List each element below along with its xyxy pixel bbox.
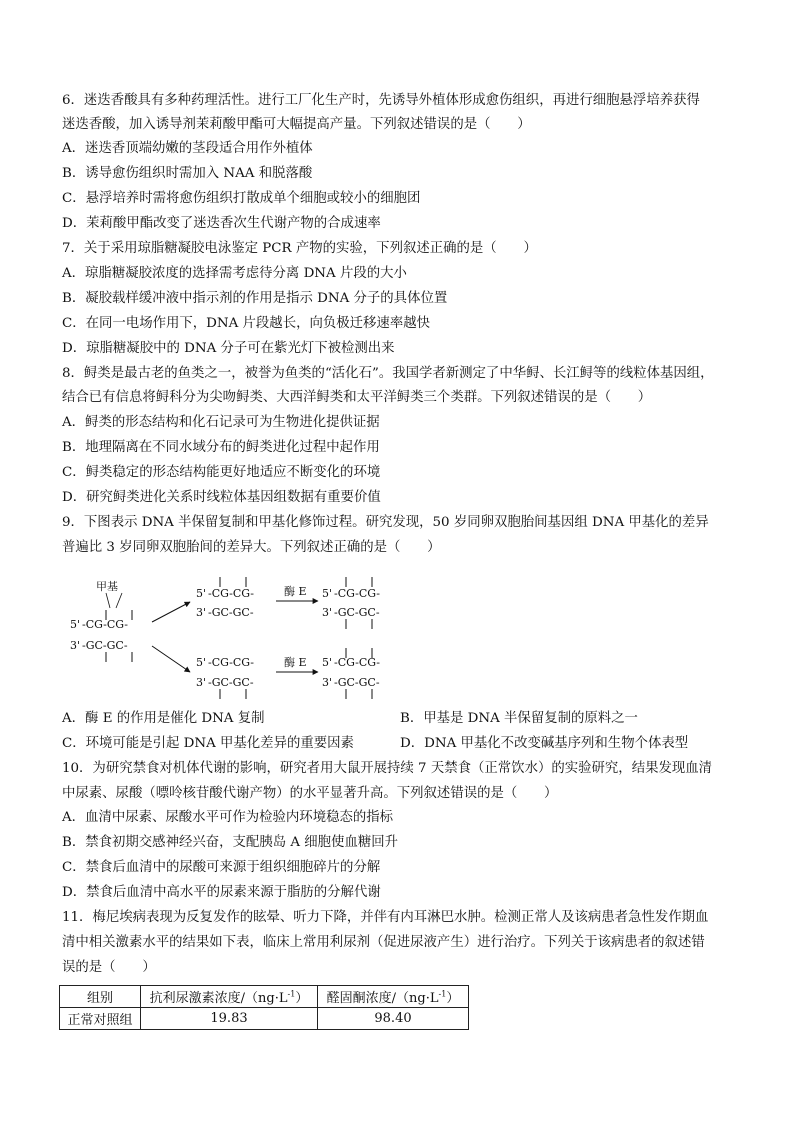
gc-strand-left: -GC-GC-: [82, 639, 128, 652]
strand-5prime-label: 5': [322, 656, 333, 669]
q7-option-c: C．在同一电场作用下，DNA 片段越长，向负极迁移速率越快: [62, 316, 430, 331]
cg-strand-bottom: -CG-CG-: [208, 656, 254, 669]
q8-option-b: B．地理隔离在不同水域分布的鲟类进化过程中起作用: [62, 440, 380, 455]
q9-option-b: B．甲基是 DNA 半保留复制的原料之一: [400, 711, 638, 726]
table-header-row: [60, 986, 469, 1008]
q8-stem-line2: 结合已有信息将鲟科分为尖吻鲟类、大西洋鲟类和太平洋鲟类三个类群。下列叙述错误的是（ ）: [62, 390, 652, 405]
table-cell: 98.40: [318, 1008, 469, 1030]
enzyme-e-label: 酶 E: [284, 585, 307, 598]
q6-stem-line2: 迷迭香酸，加入诱导剂茉莉酸甲酯可大幅提高产量。下列叙述错误的是（ ）: [62, 117, 531, 132]
strand-3prime-label: 3': [196, 676, 207, 689]
table-header-close: ）: [295, 991, 309, 1006]
gc-strand-top-product: -GC-GC-: [334, 606, 380, 619]
table-header-close: ）: [446, 991, 460, 1006]
methyl-pointer-line: [106, 593, 110, 608]
enzyme-e-label: 酶 E: [284, 656, 307, 669]
q6-option-d: D．茉莉酸甲酯改变了迷迭香次生代谢产物的合成速率: [62, 216, 381, 231]
methyl-label: 甲基: [96, 580, 118, 593]
gc-strand-top: -GC-GC-: [208, 606, 254, 619]
gc-strand-bottom-product: -GC-GC-: [334, 676, 380, 689]
q8-option-a: A．鲟类的形态结构和化石记录可为生物进化提供证据: [62, 415, 380, 430]
q9-option-a: A．酶 E 的作用是催化 DNA 复制: [62, 711, 265, 726]
q9-option-d: D．DNA 甲基化不改变碱基序列和生物个体表型: [400, 736, 689, 751]
q10-stem-line1: 10．为研究禁食对机体代谢的影响，研究者用大鼠开展持续 7 天禁食（正常饮水）的实验研究，结果发现血清: [62, 761, 713, 776]
strand-5prime-label: 5': [70, 618, 81, 631]
q10-option-d: D．禁食后血清中高水平的尿素来源于脂肪的分解代谢: [62, 885, 381, 900]
cg-strand-top: -CG-CG-: [208, 587, 254, 600]
q11-stem-line3: 误的是（ ）: [62, 960, 156, 975]
dna-methylation-diagram: [70, 568, 410, 700]
table-row: [60, 1008, 469, 1030]
q8-stem-line1: 8．鲟类是最古老的鱼类之一，被誉为鱼类的“活化石”。我国学者新测定了中华鲟、长江鲟等的线粒体基因组，: [62, 366, 714, 381]
table-header-cell: [141, 986, 318, 1008]
cg-strand-bottom-product: -CG-CG-: [334, 656, 380, 669]
table-cell: 正常对照组: [60, 1008, 141, 1030]
q8-option-d: D．研究鲟类进化关系时线粒体基因组数据有重要价值: [62, 490, 381, 505]
q10-option-a: A．血清中尿素、尿酸水平可作为检验内环境稳态的指标: [62, 810, 394, 825]
q7-option-a: A．琼脂糖凝胶浓度的选择需考虑待分离 DNA 片段的大小: [62, 266, 407, 281]
methyl-pointer-line: [116, 593, 122, 608]
strand-5prime-label: 5': [322, 587, 333, 600]
q11-stem-line2: 清中相关激素水平的结果如下表，临床上常用利尿剂（促进尿液产生）进行治疗。下列关于该病患者的叙述错: [62, 935, 705, 950]
q6-option-c: C．悬浮培养时需将愈伤组织打散成单个细胞或较小的细胞团: [62, 191, 421, 206]
q6-option-a: A．迷迭香顶端幼嫩的茎段适合用作外植体: [62, 141, 313, 156]
q7-option-d: D．琼脂糖凝胶中的 DNA 分子可在紫光灯下被检测出来: [62, 341, 395, 356]
strand-3prime-label: 3': [322, 606, 333, 619]
strand-5prime-label: 5': [196, 656, 207, 669]
cg-strand-top-product: -CG-CG-: [334, 587, 380, 600]
q10-stem-line2: 中尿素、尿酸（嘌呤核苷酸代谢产物）的水平显著升高。下列叙述错误的是（ ）: [62, 786, 558, 801]
hormone-level-table: [59, 985, 469, 1030]
table-header-cell: 组别: [60, 986, 141, 1008]
gc-strand-bottom: -GC-GC-: [208, 676, 254, 689]
strand-5prime-label: 5': [196, 587, 207, 600]
table-header-text: 醛固酮浓度/（ng·L: [326, 991, 439, 1006]
q7-stem-line1: 7．关于采用琼脂糖凝胶电泳鉴定 PCR 产物的实验，下列叙述正确的是（ ）: [62, 241, 537, 256]
strand-3prime-label: 3': [196, 606, 207, 619]
strand-3prime-label: 3': [322, 676, 333, 689]
cg-strand-left: -CG-CG-: [82, 618, 128, 631]
q10-option-b: B．禁食初期交感神经兴奋，支配胰岛 A 细胞使血糖回升: [62, 835, 399, 850]
q7-option-b: B．凝胶载样缓冲液中指示剂的作用是指示 DNA 分子的具体位置: [62, 291, 448, 306]
q10-option-c: C．禁食后血清中的尿酸可来源于组织细胞碎片的分解: [62, 860, 381, 875]
q9-stem-line2: 普遍比 3 岁同卵双胞胎间的差异大。下列叙述正确的是（ ）: [62, 540, 441, 555]
q9-option-c: C．环境可能是引起 DNA 甲基化差异的重要因素: [62, 736, 354, 751]
table-cell: 19.83: [141, 1008, 318, 1030]
table-header-text: 抗利尿激素浓度/（ng·L: [149, 991, 288, 1006]
q6-option-b: B．诱导愈伤组织时需加入 NAA 和脱落酸: [62, 166, 313, 181]
q9-stem-line1: 9．下图表示 DNA 半保留复制和甲基化修饰过程。研究发现，50 岁同卵双胞胎间基因组 DNA 甲基化的差异: [62, 515, 709, 530]
q8-option-c: C．鲟类稳定的形态结构能更好地适应不断变化的环境: [62, 465, 381, 480]
replication-arrow-down: [152, 646, 190, 672]
strand-3prime-label: 3': [70, 639, 81, 652]
table-header-cell: [318, 986, 469, 1008]
q6-stem-line1: 6．迷迭香酸具有多种药理活性。进行工厂化生产时，先诱导外植体形成愈伤组织，再进行细胞悬浮培养获得: [62, 93, 700, 108]
unit-exponent: -1: [287, 989, 296, 999]
unit-exponent: -1: [438, 989, 447, 999]
q11-stem-line1: 11．梅尼埃病表现为反复发作的眩晕、听力下降，并伴有内耳淋巴水肿。检测正常人及该病患者急性发作期血: [62, 910, 709, 925]
replication-arrow-up: [152, 602, 190, 622]
